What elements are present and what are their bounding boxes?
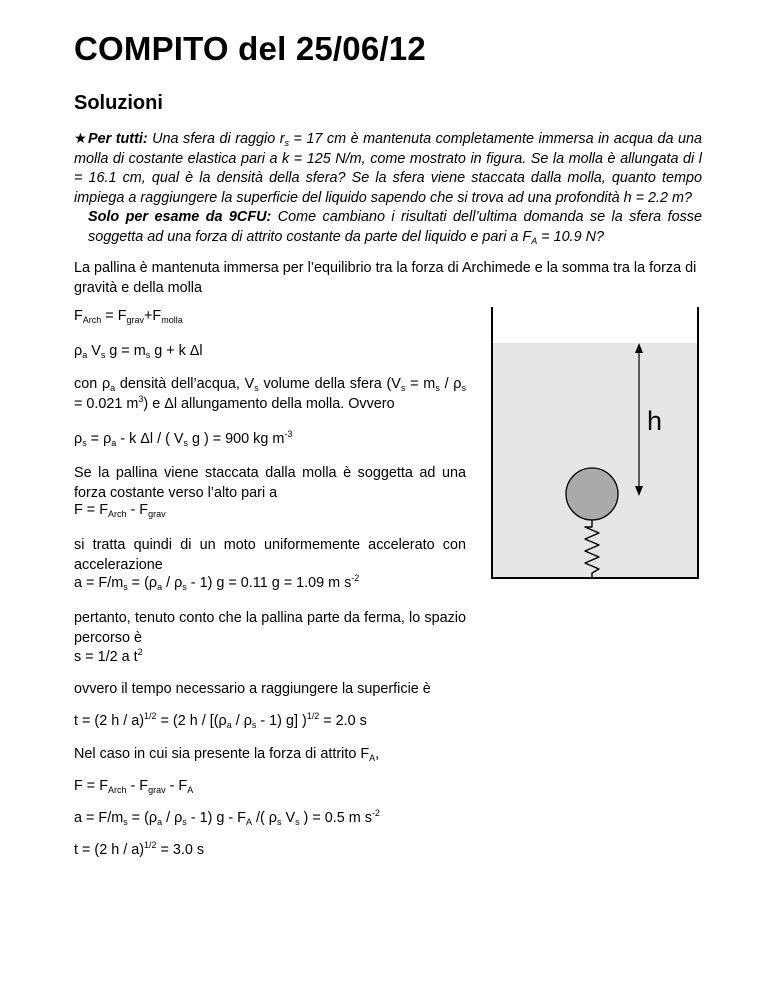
for-all-label: Per tutti: [88, 131, 148, 147]
equation-time-friction: t = (2 h / a)$^{1/2}$ = 3.0 s [74, 840, 205, 858]
equation-time: t = (2 h / a)$^{1/2}$ = (2 h / [$(\rho_a / \rho_s - 1)$ g] )$^{1/2}$ = 2.0 s [74, 711, 367, 730]
equation-forces: $\rho_a$ $V_s$ $g = m_s$ g + k Δl [74, 343, 203, 360]
equation-space: s = 1/2 a $t^2$ [74, 647, 143, 665]
section-heading: Soluzioni [74, 92, 163, 114]
paragraph-detached: Se la pallina viene staccata dalla molla è soggetta ad una forza costante verso l’alto pari a [74, 465, 466, 501]
depth-label: h [647, 406, 663, 436]
cfu-question: Solo per esame da 9CFU: Come cambiano i risultati dell’ultima domanda se la sfera fosse soggetta ad una forza di attrito costante da parte del liquido e pari a $F_A = 10.9$ N? [88, 209, 702, 246]
equation-net-force-friction: $F = F_{Arch} - F_{grav} - F_A$ [74, 778, 194, 795]
page-title: COMPITO del 25/06/12 [74, 30, 426, 67]
solution-intro: La pallina è mantenuta immersa per l’equilibrio tra la forza di Archimede e la somma tra la forza di gravità e della molla [74, 260, 697, 296]
paragraph-motion: si tratta quindi di un moto uniformemente accelerato con accelerazione [74, 537, 466, 573]
paragraph-distance: pertanto, tenuto conto che la pallina parte da ferma, lo spazio percorso è [74, 610, 466, 646]
cfu-label: Solo per esame da 9CFU: [88, 209, 272, 225]
sphere [566, 468, 618, 520]
paragraph-time: ovvero il tempo necessario a raggiungere la superficie è [74, 681, 431, 697]
equation-acceleration-friction: $a = F/m_s = (\rho_a / \rho_s - 1)$ g - $F_A$ /( $\rho_s$ $V_s$ ) = 0.5 m $s^{-2}$ [74, 808, 380, 827]
problem-statement: ★Per tutti: Una sfera di raggio $r_s = 17$ cm è mantenuta completamente immersa in acqua da una molla di costante elastica pari a k = 125 N/m, come mostrato in figura. Se la molla è allungata di l = 16.1 cm, qual è la densità della sfera? Se la sfera viene staccata dalla molla, quanto tempo impiega a raggiungere la superficie del liquido sapendo che si trova ad una profondità h = 2.2 m? Solo per esame da 9CFU: Come cambiano i risultati dell’ultima domanda se la sfera fosse soggetta ad una forza di attrito costante da parte del liquido e pari a $F_A = 10.9$ N? [74, 131, 702, 246]
container-figure [488, 307, 703, 581]
equation-acceleration: $a = F/m_s = (\rho_a / \rho_s - 1) g = 0.11$ g = 1.09 m $s^{-2}$ [74, 573, 360, 592]
star-icon: ★ [74, 131, 87, 147]
paragraph-definitions: con $\rho_a$ densità dell’acqua, $V_s$ volume della sfera ($V_s = m_s / \rho_s = 0.021$ $m^3$) e Δl allungamento della molla. Ovvero [74, 376, 466, 412]
equation-equilibrium: $F_{Arch} = F_{grav}+F_{molla}$ [74, 308, 183, 325]
equation-density: $\rho_s = \rho_a - k$ Δl / ( $V_s$ g ) = 900 kg $m^{-3}$ [74, 429, 293, 448]
paragraph-friction: Nel caso in cui sia presente la forza di attrito $F_A$, [74, 746, 380, 763]
equation-net-force: $F = F_{Arch} - F_{grav}$ [74, 502, 166, 519]
